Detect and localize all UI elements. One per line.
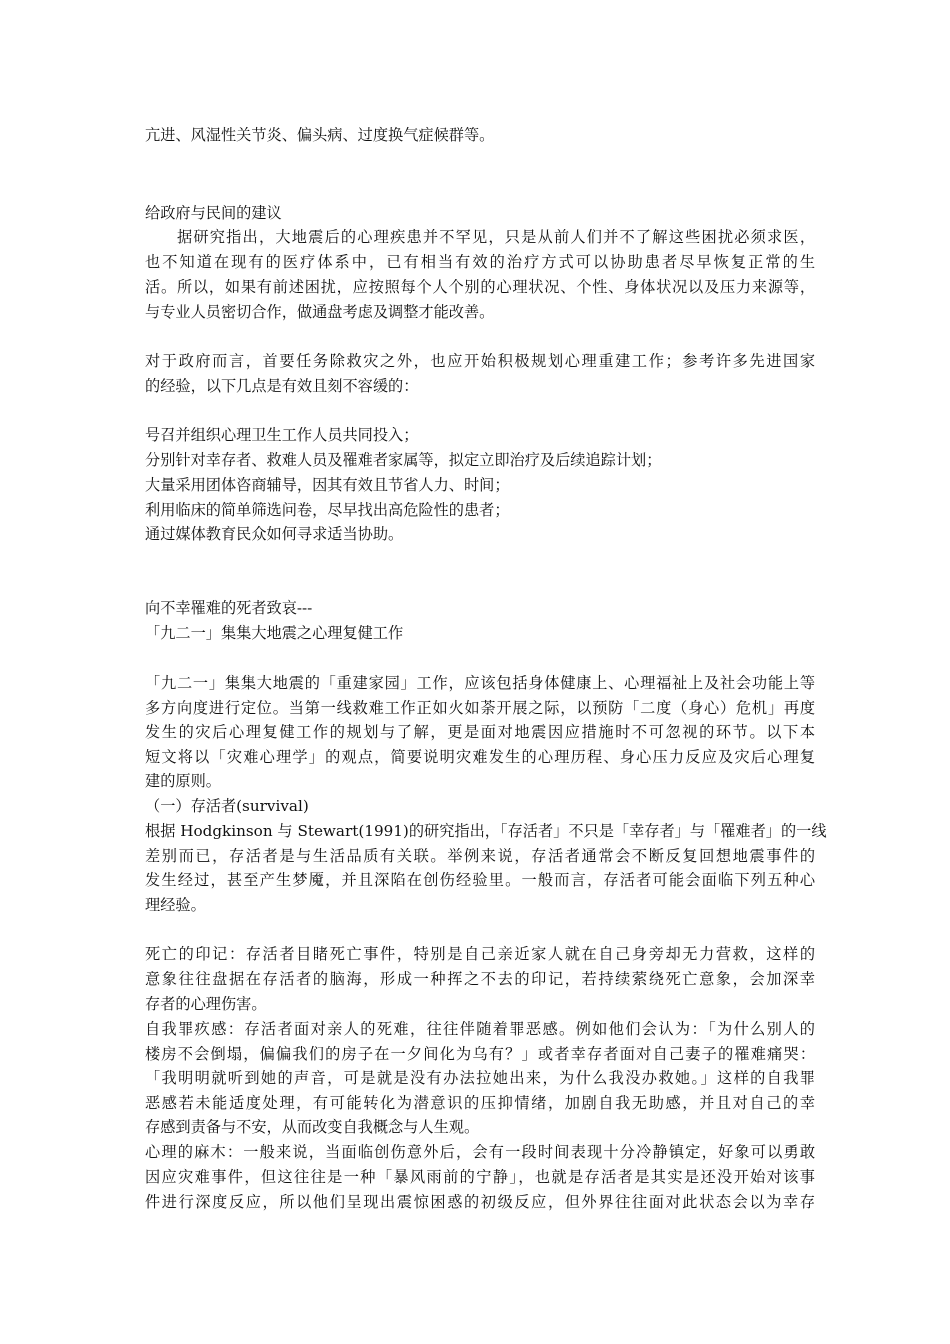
text-line: 多方向度进行定位。当第一线救难工作正如火如荼开展之际，以预防「二度（身心）危机」再度 xyxy=(145,699,815,717)
text-line: 建的原则。 xyxy=(145,772,221,790)
text-line: 亢进、风湿性关节炎、偏头病、过度换气症候群等。 xyxy=(145,126,495,144)
text-line: 短文将以「灾难心理学」的观点，简要说明灾难发生的心理历程、身心压力反应及灾后心理复 xyxy=(145,748,815,766)
list-item: 利用临床的简单筛选问卷，尽早找出高危险性的患者； xyxy=(145,501,510,519)
text-line: 「我明明就听到她的声音，可是就是没有办法拉她出来，为什么我没办救她。」这样的自我罪 xyxy=(145,1069,815,1087)
text-line: 「九二一」集集大地震的「重建家园」工作，应该包括身体健康上、心理福祉上及社会功能上等 xyxy=(145,674,815,692)
text-line: 死亡的印记：存活者目睹死亡事件，特别是自己亲近家人就在自己身旁却无力营救，这样的 xyxy=(145,945,815,963)
text-line: 件进行深度反应，所以他们呈现出震惊困惑的初级反应，但外界往往面对此状态会以为幸存 xyxy=(145,1193,815,1211)
text-line: 意象往往盘据在存活者的脑海，形成一种挥之不去的印记，若持续萦绕死亡意象，会加深幸 xyxy=(145,970,815,988)
text-line: 存者的心理伤害。 xyxy=(145,995,267,1013)
text-line: 与专业人员密切合作，做通盘考虑及调整才能改善。 xyxy=(145,303,495,321)
subsection-heading: （一）存活者(survival) xyxy=(145,797,309,815)
text-line: 的经验，以下几点是有效且刻不容缓的： xyxy=(145,377,419,395)
text-line: 发生经过，甚至产生梦魇，并且深陷在创伤经验里。一般而言，存活者可能会面临下列五种心 xyxy=(145,871,815,889)
text-line: 自我罪疚感：存活者面对亲人的死难，往往伴随着罪恶感。例如他们会认为：「为什么别人的 xyxy=(145,1020,815,1038)
section-heading: 「九二一」集集大地震之心理复健工作 xyxy=(145,624,404,642)
text-line: 因应灾难事件，但这往往是一种「暴风雨前的宁静」，也就是存活者是其实是还没开始对该事 xyxy=(145,1168,815,1186)
text-line: 据研究指出，大地震后的心理疾患并不罕见，只是从前人们并不了解这些困扰必须求医， xyxy=(177,228,815,246)
list-item: 分别针对幸存者、救难人员及罹难者家属等，拟定立即治疗及后续追踪计划； xyxy=(145,451,662,469)
text-line: 对于政府而言，首要任务除救灾之外，也应开始积极规划心理重建工作；参考许多先进国家 xyxy=(145,352,815,370)
list-item: 通过媒体教育民众如何寻求适当协助。 xyxy=(145,525,404,543)
text-line: 理经验。 xyxy=(145,896,206,914)
text-line: 也不知道在现有的医疗体系中，已有相当有效的治疗方式可以协助患者尽早恢复正常的生 xyxy=(145,253,815,271)
text-line: 恶感若未能适度处理，有可能转化为潜意识的压抑情绪，加剧自我无助感，并且对自己的幸 xyxy=(145,1094,815,1112)
text-line: 发生的灾后心理复健工作的规划与了解，更是面对地震因应措施时不可忽视的环节。以下本 xyxy=(145,723,815,741)
text-line: 楼房不会倒塌，偏偏我们的房子在一夕间化为乌有？」或者幸存者面对自己妻子的罹难痛哭： xyxy=(145,1045,815,1063)
text-line: 心理的麻木：一般来说，当面临创伤意外后，会有一段时间表现十分冷静镇定，好象可以勇敢 xyxy=(145,1143,815,1161)
text-line: 根据 Hodgkinson 与 Stewart(1991)的研究指出，「存活者」不只是「幸存者」与「罹难者」的一线 xyxy=(145,822,827,840)
text-line: 差别而已，存活者是与生活品质有关联。举例来说，存活者通常会不断反复回想地震事件的 xyxy=(145,847,815,865)
text-line: 活。所以，如果有前述困扰，应按照每个人个别的心理状况、个性、身体状况以及压力来源等， xyxy=(145,278,815,296)
section-heading: 给政府与民间的建议 xyxy=(145,204,282,222)
list-item: 号召并组织心理卫生工作人员共同投入； xyxy=(145,426,419,444)
section-heading: 向不幸罹难的死者致哀--- xyxy=(145,599,313,617)
text-line: 存感到责备与不安，从而改变自我概念与人生观。 xyxy=(145,1118,480,1136)
list-item: 大量采用团体咨商辅导，因其有效且节省人力、时间； xyxy=(145,476,510,494)
